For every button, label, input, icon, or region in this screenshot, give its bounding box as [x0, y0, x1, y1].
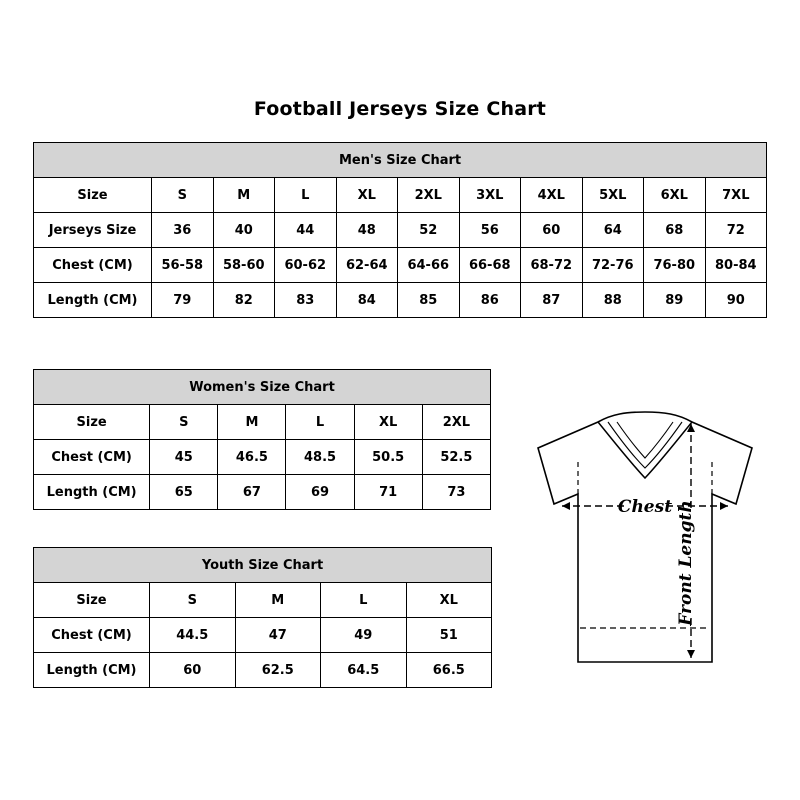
cell-value: 68-72 [521, 248, 583, 283]
cell-value: 71 [354, 475, 422, 510]
cell-value: 86 [459, 283, 521, 318]
cell-value: 85 [398, 283, 460, 318]
cell-value: 64-66 [398, 248, 460, 283]
cell-value: 89 [644, 283, 706, 318]
cell-value: 90 [705, 283, 767, 318]
table-section-header-row [34, 143, 767, 178]
row-label-chest: Chest (CM) [34, 248, 152, 283]
cell-value: 68 [644, 213, 706, 248]
cell-value: 49 [321, 618, 407, 653]
v-neck-collar-inner [608, 422, 682, 468]
youth-size-table [33, 547, 492, 688]
cell-value: 69 [286, 475, 354, 510]
cell-value: 48 [336, 213, 398, 248]
table-section-header-row [34, 370, 491, 405]
length-arrow-bottom [687, 650, 695, 658]
column-header-xl: XL [354, 405, 422, 440]
jersey-outline-svg [500, 400, 790, 690]
cell-value: 56-58 [152, 248, 214, 283]
cell-value: 60 [521, 213, 583, 248]
column-header-xl: XL [336, 178, 398, 213]
cell-value: 79 [152, 283, 214, 318]
table-row [34, 475, 491, 510]
table-row [34, 213, 767, 248]
womens-size-table [33, 369, 491, 510]
chest-arrow-left [562, 502, 570, 510]
cell-value: 72-76 [582, 248, 644, 283]
column-header-size: Size [34, 178, 152, 213]
youth-section-title: Youth Size Chart [34, 548, 492, 583]
mens-size-table [33, 142, 767, 318]
cell-value: 83 [275, 283, 337, 318]
column-header-l: L [275, 178, 337, 213]
cell-value: 88 [582, 283, 644, 318]
cell-value: 36 [152, 213, 214, 248]
cell-value: 76-80 [644, 248, 706, 283]
table-header-row [34, 178, 767, 213]
column-header-2xl: 2XL [398, 178, 460, 213]
cell-value: 40 [213, 213, 275, 248]
table-row [34, 653, 492, 688]
cell-value: 80-84 [705, 248, 767, 283]
cell-value: 72 [705, 213, 767, 248]
column-header-3xl: 3XL [459, 178, 521, 213]
column-header-6xl: 6XL [644, 178, 706, 213]
v-neck-collar-outer [598, 422, 692, 478]
v-neck-collar-inner-2 [617, 422, 673, 458]
cell-value: 82 [213, 283, 275, 318]
row-label-length: Length (CM) [34, 283, 152, 318]
cell-value: 65 [150, 475, 218, 510]
column-header-xl: XL [406, 583, 492, 618]
table-section-header-row [34, 548, 492, 583]
cell-value: 66-68 [459, 248, 521, 283]
womens-section-title: Women's Size Chart [34, 370, 491, 405]
column-header-m: M [218, 405, 286, 440]
column-header-m: M [235, 583, 321, 618]
cell-value: 46.5 [218, 440, 286, 475]
cell-value: 51 [406, 618, 492, 653]
cell-value: 50.5 [354, 440, 422, 475]
cell-value: 73 [422, 475, 490, 510]
page-title: Football Jerseys Size Chart [253, 98, 547, 120]
mens-section-title: Men's Size Chart [34, 143, 767, 178]
row-label-length: Length (CM) [34, 653, 150, 688]
column-header-2xl: 2XL [422, 405, 490, 440]
table-row [34, 283, 767, 318]
column-header-m: M [213, 178, 275, 213]
column-header-l: L [321, 583, 407, 618]
table-header-row [34, 583, 492, 618]
cell-value: 44.5 [150, 618, 236, 653]
length-arrow-top [687, 424, 695, 432]
cell-value: 84 [336, 283, 398, 318]
table-row [34, 618, 492, 653]
column-header-l: L [286, 405, 354, 440]
column-header-5xl: 5XL [582, 178, 644, 213]
column-header-size: Size [34, 405, 150, 440]
cell-value: 47 [235, 618, 321, 653]
shirt-body-outline [538, 412, 752, 662]
cell-value: 58-60 [213, 248, 275, 283]
cell-value: 56 [459, 213, 521, 248]
cell-value: 62-64 [336, 248, 398, 283]
jersey-measurement-diagram [500, 400, 790, 690]
column-header-s: S [150, 583, 236, 618]
row-label-chest: Chest (CM) [34, 618, 150, 653]
cell-value: 52 [398, 213, 460, 248]
row-label-length: Length (CM) [34, 475, 150, 510]
column-header-4xl: 4XL [521, 178, 583, 213]
cell-value: 66.5 [406, 653, 492, 688]
cell-value: 45 [150, 440, 218, 475]
cell-value: 48.5 [286, 440, 354, 475]
cell-value: 52.5 [422, 440, 490, 475]
cell-value: 60 [150, 653, 236, 688]
column-header-size: Size [34, 583, 150, 618]
row-label-jerseys-size: Jerseys Size [34, 213, 152, 248]
column-header-s: S [152, 178, 214, 213]
cell-value: 62.5 [235, 653, 321, 688]
row-label-chest: Chest (CM) [34, 440, 150, 475]
front-length-label: Front Length [676, 500, 696, 626]
cell-value: 67 [218, 475, 286, 510]
cell-value: 64 [582, 213, 644, 248]
cell-value: 60-62 [275, 248, 337, 283]
cell-value: 64.5 [321, 653, 407, 688]
column-header-s: S [150, 405, 218, 440]
cell-value: 87 [521, 283, 583, 318]
table-row [34, 440, 491, 475]
chest-label: Chest [617, 497, 673, 517]
chest-arrow-right [720, 502, 728, 510]
table-row [34, 248, 767, 283]
column-header-7xl: 7XL [705, 178, 767, 213]
cell-value: 44 [275, 213, 337, 248]
table-header-row [34, 405, 491, 440]
